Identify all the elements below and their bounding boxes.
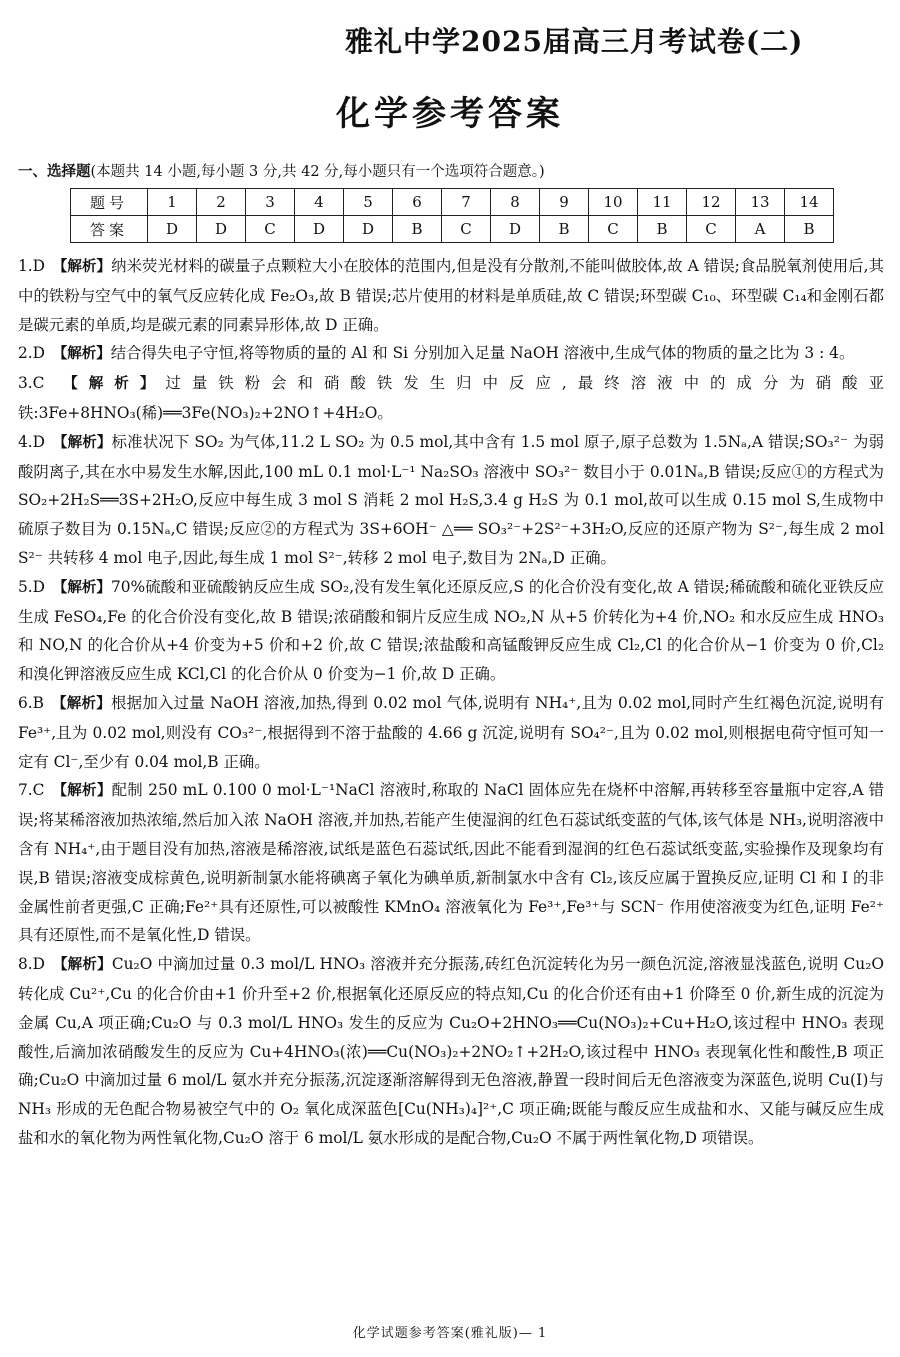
question-number-cell: 8 [491, 189, 540, 216]
explanation-text: 70%硫酸和亚硫酸钠反应生成 SO₂,没有发生氧化还原反应,S 的化合价没有变化,故 A 错误;稀硫酸和硫化亚铁反应生成 FeSO₄,Fe 的化合价没有变化,故 B 错误;浓硝酸和铜片反应生成 NO₂,N 从+5 价转化为+4 价,NO₂ 和水反应生成 HNO₃ 和 NO,N 的化合价从+4 价变为+5 价和+2 价,故 C 错误;浓盐酸和高锰酸钾反应生成 Cl₂,Cl 的化合价从−1 价变为 0 价,Cl₂ 和溴化钾溶液反应生成 KCl,Cl 的化合价从 0 价变为−1 价,故 D 正确。 [18, 577, 885, 684]
explanation-item [18, 776, 884, 950]
explanation-text: 根据加入过量 NaOH 溶液,加热,得到 0.02 mol 气体,说明有 NH₄⁺,且为 0.02 mol,同时产生红褐色沉淀,说明有 Fe³⁺,且为 0.02 mol,则没有 CO₃²⁻,根据得到不溶于盐酸的 4.66 g 沉淀,说明有 SO₄²⁻,且为 0.02 mol,则根据电荷守恒可知一定有 Cl⁻,至少有 0.04 mol,B 正确。 [18, 693, 885, 771]
question-number-cell: 7 [442, 189, 491, 216]
explanation-item [18, 950, 884, 1153]
explanation-text: 配制 250 mL 0.100 0 mol·L⁻¹NaCl 溶液时,称取的 NaCl 固体应先在烧杯中溶解,再转移至容量瓶中定容,A 错误;将某稀溶液加热浓缩,然后加入浓 NaOH 溶液,并加热,若能产生使湿润的红色石蕊试纸变蓝的气体,该气体是 NH₃,说明溶液中含有 NH₄⁺,由于题目没有加热,溶液是稀溶液,试纸是蓝色石蕊试纸,因此不能看到湿润的红色石蕊试纸变蓝,实验操作及现象均有误,B 错误;溶液变成棕黄色,说明新制氯水能将碘离子氧化为碘单质,新制氯水中含有 Cl₂,该反应属于置换反应,证明 Cl 和 I 的非金属性前者更强,C 正确;Fe²⁺具有还原性,可以被酸性 KMnO₄ 溶液氧化为 Fe³⁺,Fe³⁺与 SCN⁻ 作用使溶液变为红色,证明 Fe²⁺ 具有还原性,而不是氧化性,D 错误。 [18, 781, 885, 945]
explanation-text: 纳米荧光材料的碳量子点颗粒大小在胶体的范围内,但是没有分散剂,不能叫做胶体,故 A 错误;食品脱氧剂使用后,其中的铁粉与空气中的氧气反应转化成 Fe₂O₃,故 B 错误;芯片使用的材料是单质硅,故 C 错误;环型碳 C₁₀、环型碳 C₁₄和金刚石都是碳元素的单质,均是碳元素的同素异形体,故 D 正确。 [18, 257, 885, 334]
explanation-item [18, 428, 884, 573]
page-footer: 化学试题参考答案(雅礼版)— 1 [352, 1326, 548, 1341]
question-number-cell: 12 [687, 189, 736, 216]
question-number-cell: 5 [344, 189, 393, 216]
answer-table-number-label: 题号 [71, 189, 148, 216]
explanation-text: Cu₂O 中滴加过量 0.3 mol/L HNO₃ 溶液并充分振荡,砖红色沉淀转化为另一颜色沉淀,溶液显浅蓝色,说明 Cu₂O 转化成 Cu²⁺,Cu 的化合价由+1 价升至+2 价,根据氧化还原反应的特点知,Cu 的化合价还有由+1 价降至 0 价,新生成的沉淀为金属 Cu,A 项正确;Cu₂O 与 0.3 mol/L HNO₃ 发生的反应为 Cu₂O+2HNO₃══Cu(NO₃)₂+Cu+H₂O,该过程中 HNO₃ 表现酸性,后滴加浓硝酸发生的反应为 Cu+4HNO₃(浓)══Cu(NO₃)₂+2NO₂↑+2H₂O,该过程中 HNO₃ 表现氧化性和酸性,B 项正确;Cu₂O 中滴加过量 6 mol/L 氨水并充分振荡,沉淀逐渐溶解得到无色溶液,静置一段时间后无色溶液变为深蓝色,说明 Cu(Ⅰ)与 NH₃ 形成的无色配合物易被空气中的 O₂ 氧化成深蓝色[Cu(NH₃)₄]²⁺,C 项正确;既能与酸反应生成盐和水、又能与碱反应生成盐和水的氧化物为两性氧化物,Cu₂O 溶于 6 mol/L 氨水形成的是配合物,Cu₂O 不属于两性氧化物,D 项错误。 [18, 955, 885, 1147]
question-number-cell: 13 [736, 189, 785, 216]
question-number-cell: 2 [197, 189, 246, 216]
section-heading-label: 一、选择题 [18, 164, 91, 180]
explanation-number: 7.C [18, 781, 45, 800]
document-title: 化学参考答案 [336, 94, 564, 134]
question-number-cell: 1 [148, 189, 197, 216]
explanation-tag: 【解析】 [51, 695, 112, 712]
explanation-tag: 【解析】 [52, 259, 112, 275]
answer-table-answer-label: 答案 [71, 216, 148, 243]
explanation-number: 3.C [18, 374, 45, 393]
explanation-tag: 【解析】 [52, 346, 111, 363]
question-number-cell: 9 [540, 189, 589, 216]
answer-table-number-row [71, 189, 834, 216]
answer-cell: A [736, 216, 785, 243]
explanation-text: 结合得失电子守恒,将等物质的量的 Al 和 Si 分别加入足量 NaOH 溶液中,生成气体的物质的量之比为 3 : 4。 [110, 344, 855, 363]
explanations-list [18, 252, 884, 1153]
answer-cell: D [148, 216, 197, 243]
explanation-number: 6.B [18, 693, 44, 712]
answer-cell: B [785, 216, 834, 243]
question-number-cell: 3 [246, 189, 295, 216]
section-heading-note: (本题共 14 小题,每小题 3 分,共 42 分,每小题只有一个选项符合题意。) [90, 164, 545, 180]
explanation-number: 4.D [18, 432, 46, 451]
explanation-number: 1.D [18, 257, 46, 275]
explanation-text: 过量铁粉会和硝酸铁发生归中反应,最终溶液中的成分为硝酸亚铁:3Fe+8HNO₃(稀)══3Fe(NO₃)₂+2NO↑+4H₂O。 [18, 374, 884, 422]
question-number-cell: 6 [393, 189, 442, 216]
answer-cell: C [687, 216, 736, 243]
explanation-tag: 【解析】 [52, 434, 112, 451]
explanation-item [18, 689, 884, 776]
answer-cell: D [491, 216, 540, 243]
answer-cell: B [638, 216, 687, 243]
answer-table-answer-row [71, 216, 834, 243]
explanation-tag: 【解析】 [52, 783, 112, 800]
explanation-tag: 【解析】 [52, 376, 166, 393]
exam-title: 雅礼中学2025届高三月考试卷(二) [345, 25, 804, 58]
answer-cell: D [197, 216, 246, 243]
answer-cell: C [589, 216, 638, 243]
question-number-cell: 4 [295, 189, 344, 216]
explanation-text: 标准状况下 SO₂ 为气体,11.2 L SO₂ 为 0.5 mol,其中含有 1.5 mol 原子,原子总数为 1.5Nₐ,A 错误;SO₃²⁻ 为弱酸阴离子,其在水中易发生水解,因此,100 mL 0.1 mol·L⁻¹ Na₂SO₃ 溶液中 SO₃²⁻ 数目小于 0.01Nₐ,B 错误;反应①的方程式为 SO₂+2H₂S══3S+2H₂O,反应中每生成 3 mol S 消耗 2 mol H₂S,3.4 g H₂S 为 0.1 mol,故可以生成 0.15 mol S,生成物中硫原子数目为 0.15Nₐ,C 错误;反应②的方程式为 3S+6OH⁻ △══ SO₃²⁻+2S²⁻+3H₂O,反应的还原产物为 S²⁻,每生成 2 mol S²⁻ 共转移 4 mol 电子,因此,每生成 1 mol S²⁻,转移 2 mol 电子,数目为 2Nₐ,D 正确。 [18, 432, 885, 567]
explanation-tag: 【解析】 [52, 579, 111, 596]
answer-cell: C [442, 216, 491, 243]
explanation-tag: 【解析】 [52, 957, 112, 974]
explanation-item [18, 369, 884, 428]
answer-cell: B [540, 216, 589, 243]
question-number-cell: 11 [638, 189, 687, 216]
explanation-item [18, 252, 884, 339]
explanation-number: 2.D [18, 344, 46, 363]
answer-cell: B [393, 216, 442, 243]
answer-cell: C [246, 216, 295, 243]
question-number-cell: 14 [785, 189, 834, 216]
explanation-item [18, 339, 884, 369]
answer-cell: D [295, 216, 344, 243]
explanation-number: 5.D [18, 577, 46, 596]
answer-cell: D [344, 216, 393, 243]
explanation-number: 8.D [18, 955, 46, 974]
section-heading [18, 160, 545, 181]
explanation-item [18, 573, 884, 689]
question-number-cell: 10 [589, 189, 638, 216]
answer-table [70, 188, 834, 243]
